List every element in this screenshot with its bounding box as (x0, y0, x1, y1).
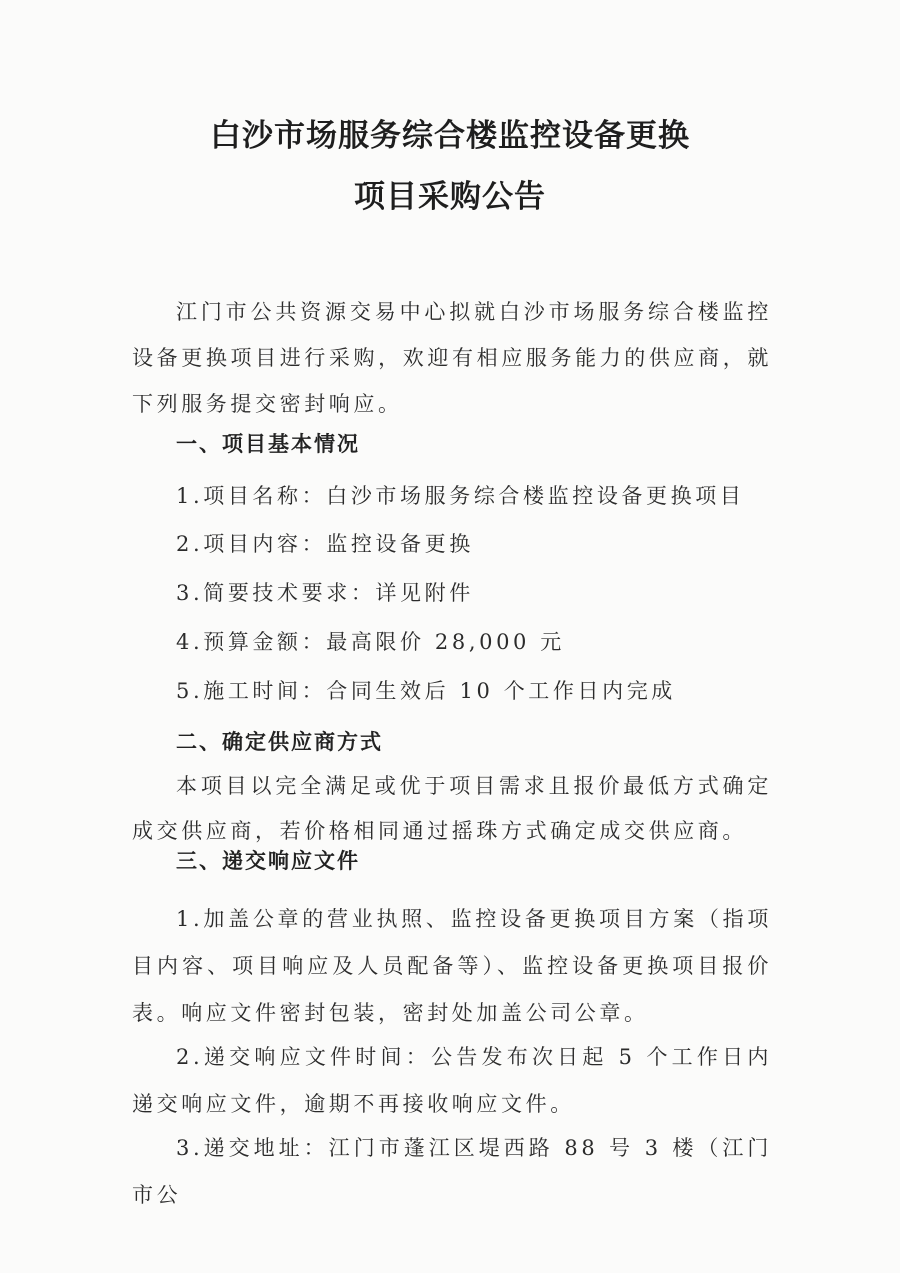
intro-paragraph: 江门市公共资源交易中心拟就白沙市场服务综合楼监控设备更换项目进行采购，欢迎有相应服务能力的供应商，就下列服务提交密封响应。 (132, 300, 772, 416)
section-1-heading: 一、项目基本情况 (176, 432, 360, 456)
section-2-heading: 二、确定供应商方式 (176, 730, 383, 754)
section-3-item-documents: 1.加盖公章的营业执照、监控设备更换项目方案（指项目内容、项目响应及人员配备等）、监控设备更换项目报价表。响应文件密封包装，密封处加盖公司公章。 (132, 907, 772, 1025)
document-title-line-2: 项目采购公告 (354, 179, 546, 215)
section-1-item-technical-requirements: 3.简要技术要求：详见附件 (176, 581, 474, 605)
section-1-item-project-name: 1.项目名称：白沙市场服务综合楼监控设备更换项目 (176, 484, 745, 508)
section-2-body: 本项目以完全满足或优于项目需求且报价最低方式确定成交供应商，若价格相同通过摇珠方式确定成交供应商。 (132, 774, 772, 843)
section-3-item-submission-time: 2.递交响应文件时间：公告发布次日起 5 个工作日内递交响应文件，逾期不再接收响应文件。 (132, 1045, 772, 1116)
section-3-heading: 三、递交响应文件 (176, 849, 360, 873)
section-1-item-construction-time: 5.施工时间：合同生效后 10 个工作日内完成 (176, 679, 676, 703)
document-title-line-1: 白沙市场服务综合楼监控设备更换 (210, 118, 690, 154)
section-3-item-submission-address: 3.递交地址：江门市蓬江区堤西路 88 号 3 楼（江门市公 (132, 1136, 772, 1207)
section-1-item-budget: 4.预算金额：最高限价 28,000 元 (176, 630, 565, 654)
section-1-item-project-content: 2.项目内容：监控设备更换 (176, 532, 474, 556)
